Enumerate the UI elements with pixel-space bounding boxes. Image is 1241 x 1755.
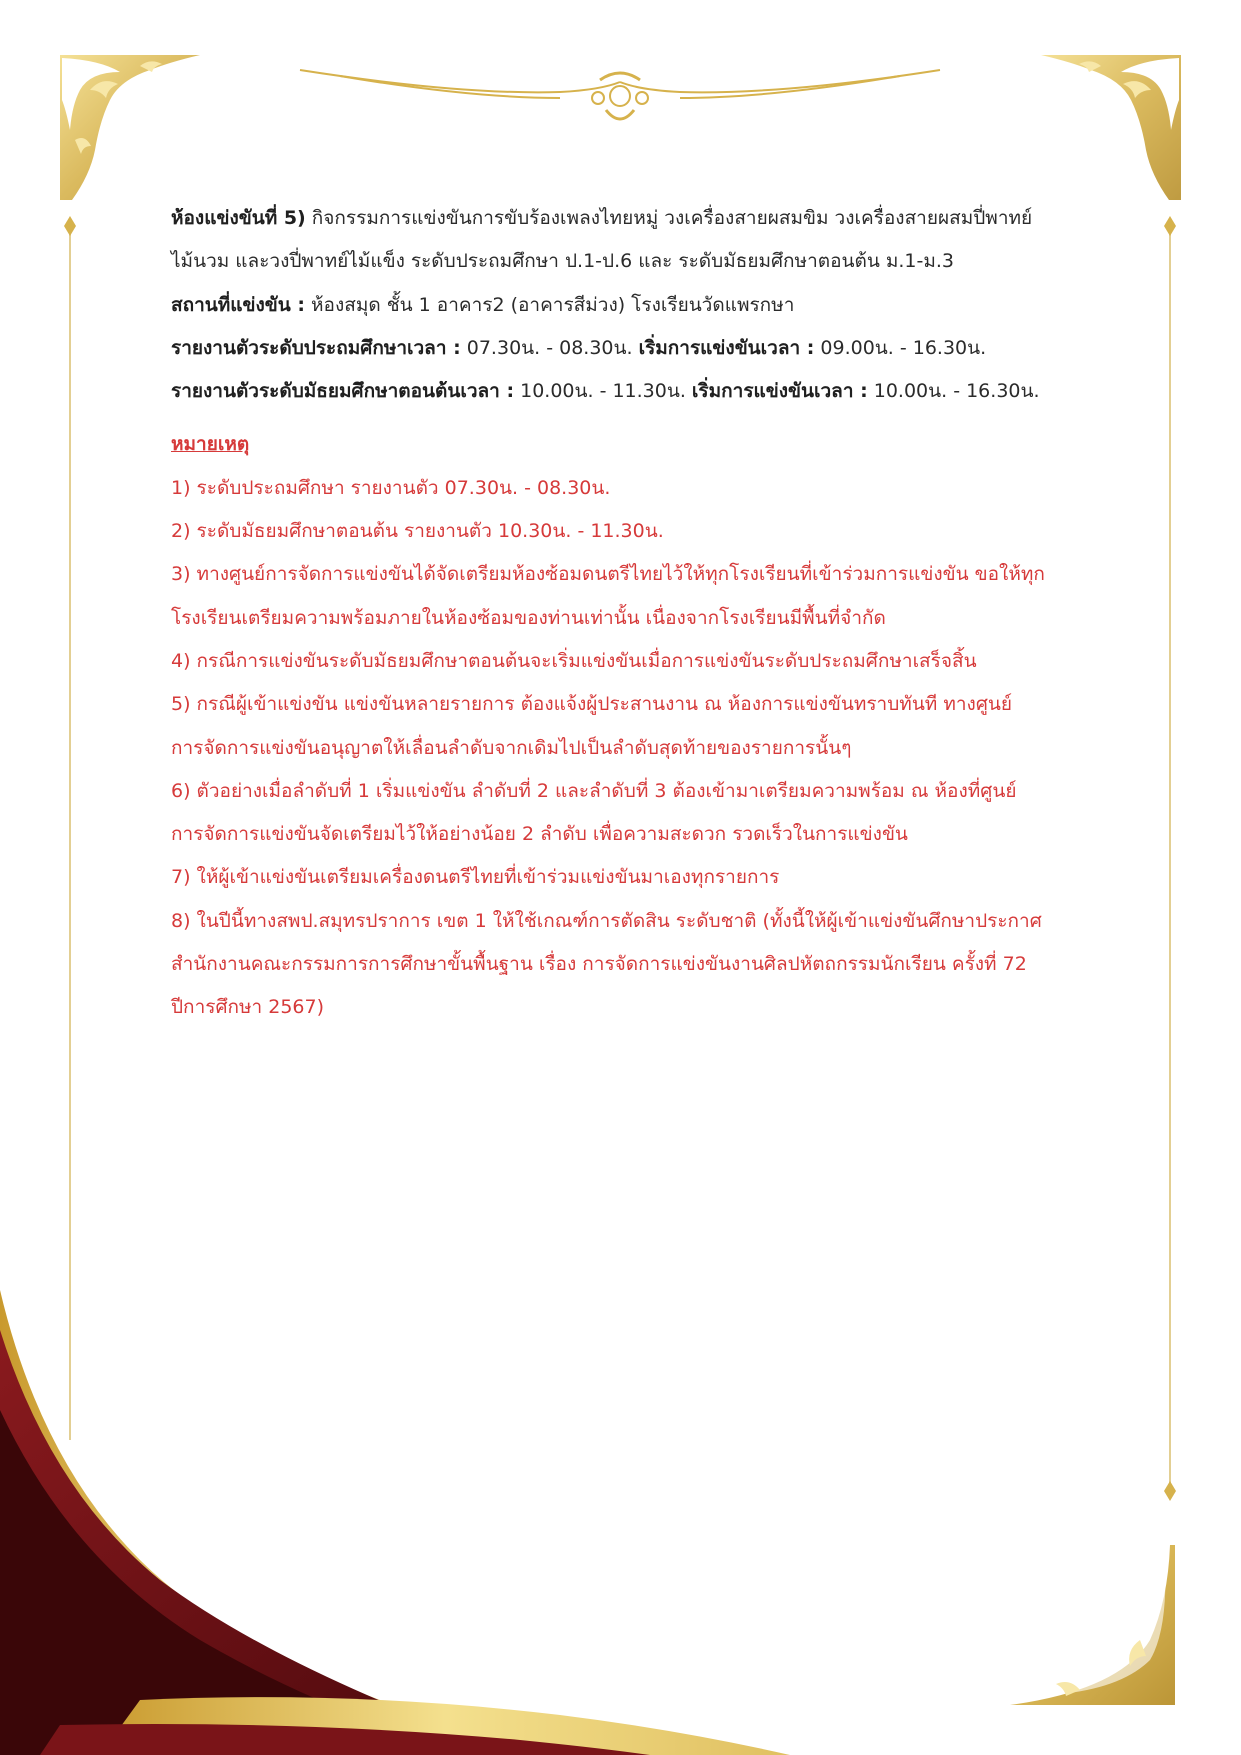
notes-heading: หมายเหตุ [171,433,250,456]
room-heading-line-1 [171,197,1076,240]
top-center-ornament [300,70,940,119]
room-description: กิจกรรมการแข่งขันการขับร้องเพลงไทยหมู่ วงเครื่องสายผสมขิม วงเครื่องสายผสมปี่พาทย์ [305,207,1033,229]
note-line: 3) ทางศูนย์การจัดการแข่งขันได้จัดเตรียมห้องซ้อมดนตรีไทยไว้ให้ทุกโรงเรียนที่เข้าร่วมการแข่งขัน ขอให้ทุก [171,563,1045,586]
primary-report-label: รายงานตัวระดับประถมศึกษาเวลา : [171,336,461,359]
secondary-report-time: 10.00น. - 11.30น. [514,380,692,403]
note-line: 7) ให้ผู้เข้าแข่งขันเตรียมเครื่องดนตรีไทยที่เข้าร่วมแข่งขันมาเองทุกรายการ [171,866,780,889]
secondary-report-label: รายงานตัวระดับมัธยมศึกษาตอนต้นเวลา : [171,380,515,403]
secondary-start-time: 10.00น. - 16.30น. [867,380,1040,403]
primary-start-time: 09.00น. - 16.30น. [814,336,987,359]
primary-start-label: เริ่มการแข่งขันเวลา : [638,336,815,359]
venue-value: ห้องสมุด ชั้น 1 อาคาร2 (อาคารสีม่วง) โรงเรียนวัดแพรกษา [304,293,795,316]
room-label: ห้องแข่งขันที่ 5) [171,207,306,229]
corner-ornament-top-left [60,55,200,200]
primary-report-time: 07.30น. - 08.30น. [460,336,639,359]
note-line: สำนักงานคณะกรรมการการศึกษาขั้นพื้นฐาน เรื่อง การจัดการแข่งขันงานศิลปหัตถกรรมนักเรียน ครั้งที่ 72 [171,953,1027,976]
secondary-schedule-line [171,370,1076,413]
venue-line [171,284,1076,327]
note-line: 4) กรณีการแข่งขันระดับมัธยมศึกษาตอนต้นจะเริ่มแข่งขันเมื่อการแข่งขันระดับประถมศึกษาเสร็จสิ้น [171,649,977,672]
note-line: การจัดการแข่งขันอนุญาตให้เลื่อนลำดับจากเดิมไปเป็นลำดับสุดท้ายของรายการนั้นๆ [171,736,852,759]
note-line: โรงเรียนเตรียมความพร้อมภายในห้องซ้อมของท่านเท่านั้น เนื่องจากโรงเรียนมีพื้นที่จำกัด [171,606,886,629]
venue-label: สถานที่แข่งขัน : [171,293,305,316]
note-line: 5) กรณีผู้เข้าแข่งขัน แข่งขันหลายรายการ ต้องแจ้งผู้ประสานงาน ณ ห้องการแข่งขันทราบทันที ทางศูนย์ [171,693,1013,716]
note-line: ปีการศึกษา 2567) [171,996,325,1019]
document-body [171,197,1076,1030]
corner-ornament-top-right [1041,55,1181,200]
corner-ornament-bottom-right [1010,1545,1175,1705]
note-line: 6) ตัวอย่างเมื่อลำดับที่ 1 เริ่มแข่งขัน ลำดับที่ 2 และลำดับที่ 3 ต้องเข้ามาเตรียมความพร้อม ณ ห้องที่ศูนย์ [171,779,1017,802]
note-line: การจัดการแข่งขันจัดเตรียมไว้ให้อย่างน้อย 2 ลำดับ เพื่อความสะดวก รวดเร็วในการแข่งขัน [171,823,908,846]
secondary-start-label: เริ่มการแข่งขันเวลา : [691,380,868,403]
bottom-left-swoosh [0,1290,790,1755]
notes-section [171,423,1076,1029]
primary-schedule-line [171,327,1076,370]
room-description-line-2: ไม้นวม และวงปี่พาทย์ไม้แข็ง ระดับประถมศึกษา ป.1-ป.6 และ ระดับมัธยมศึกษาตอนต้น ม.1-ม.3 [171,250,955,273]
note-line: 2) ระดับมัธยมศึกษาตอนต้น รายงานตัว 10.30น. - 11.30น. [171,520,664,543]
note-line: 1) ระดับประถมศึกษา รายงานตัว 07.30น. - 08.30น. [171,476,611,499]
note-line: 8) ในปีนี้ทางสพป.สมุทรปราการ เขต 1 ให้ใช้เกณฑ์การตัดสิน ระดับชาติ (ทั้งนี้ให้ผู้เข้าแข่งขันศึกษาประกาศ [171,909,1042,932]
